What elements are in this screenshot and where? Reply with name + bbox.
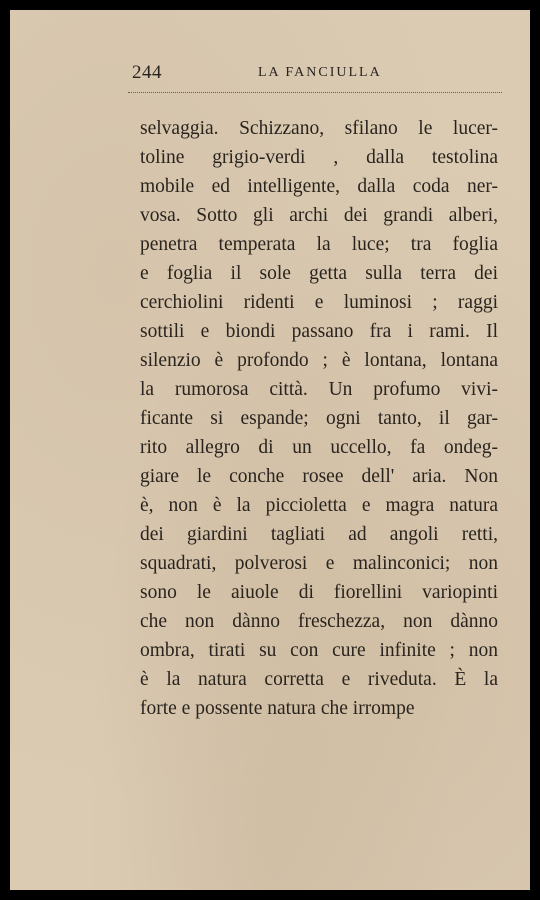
text-line: e foglia il sole getta sulla terra dei [140,263,498,284]
book-page [10,10,530,890]
running-head [128,62,502,92]
text-line: silenzio è profondo ; è lontana, lontana [140,350,498,371]
text-line: ombra, tirati su con cure infinite ; non [140,640,498,661]
page-number: 244 [132,62,162,83]
text-line: vosa. Sotto gli archi dei grandi alberi, [140,205,498,226]
text-line: penetra temperata la luce; tra foglia [140,234,498,255]
text-line: forte e possente natura che irrompe [140,698,415,719]
text-line: rito allegro di un uccello, fa ondeg- [140,437,498,458]
text-line: ficante si espande; ogni tanto, il gar- [140,408,498,429]
text-line: che non dànno freschezza, non dànno [140,611,498,632]
text-line: mobile ed intelligente, dalla coda ner- [140,176,498,197]
text-line: squadrati, polverosi e malinconici; non [140,553,498,574]
text-line: sono le aiuole di fiorellini variopinti [140,582,498,603]
text-line: selvaggia. Schizzano, sfilano le lucer- [140,118,498,139]
body-text [140,114,498,723]
text-line: giare le conche rosee dell' aria. Non [140,466,498,487]
text-line: è la natura corretta e riveduta. È la [140,669,498,690]
text-line: toline grigio-verdi , dalla testolina [140,147,498,168]
text-line: cerchiolini ridenti e luminosi ; raggi [140,292,498,313]
text-line: la rumorosa città. Un profumo vivi- [140,379,498,400]
header-rule [128,92,502,93]
text-line: è, non è la piccioletta e magra natura [140,495,498,516]
text-line: sottili e biondi passano fra i rami. Il [140,321,498,342]
text-line: dei giardini tagliati ad angoli retti, [140,524,498,545]
running-title: LA FANCIULLA [258,65,382,80]
